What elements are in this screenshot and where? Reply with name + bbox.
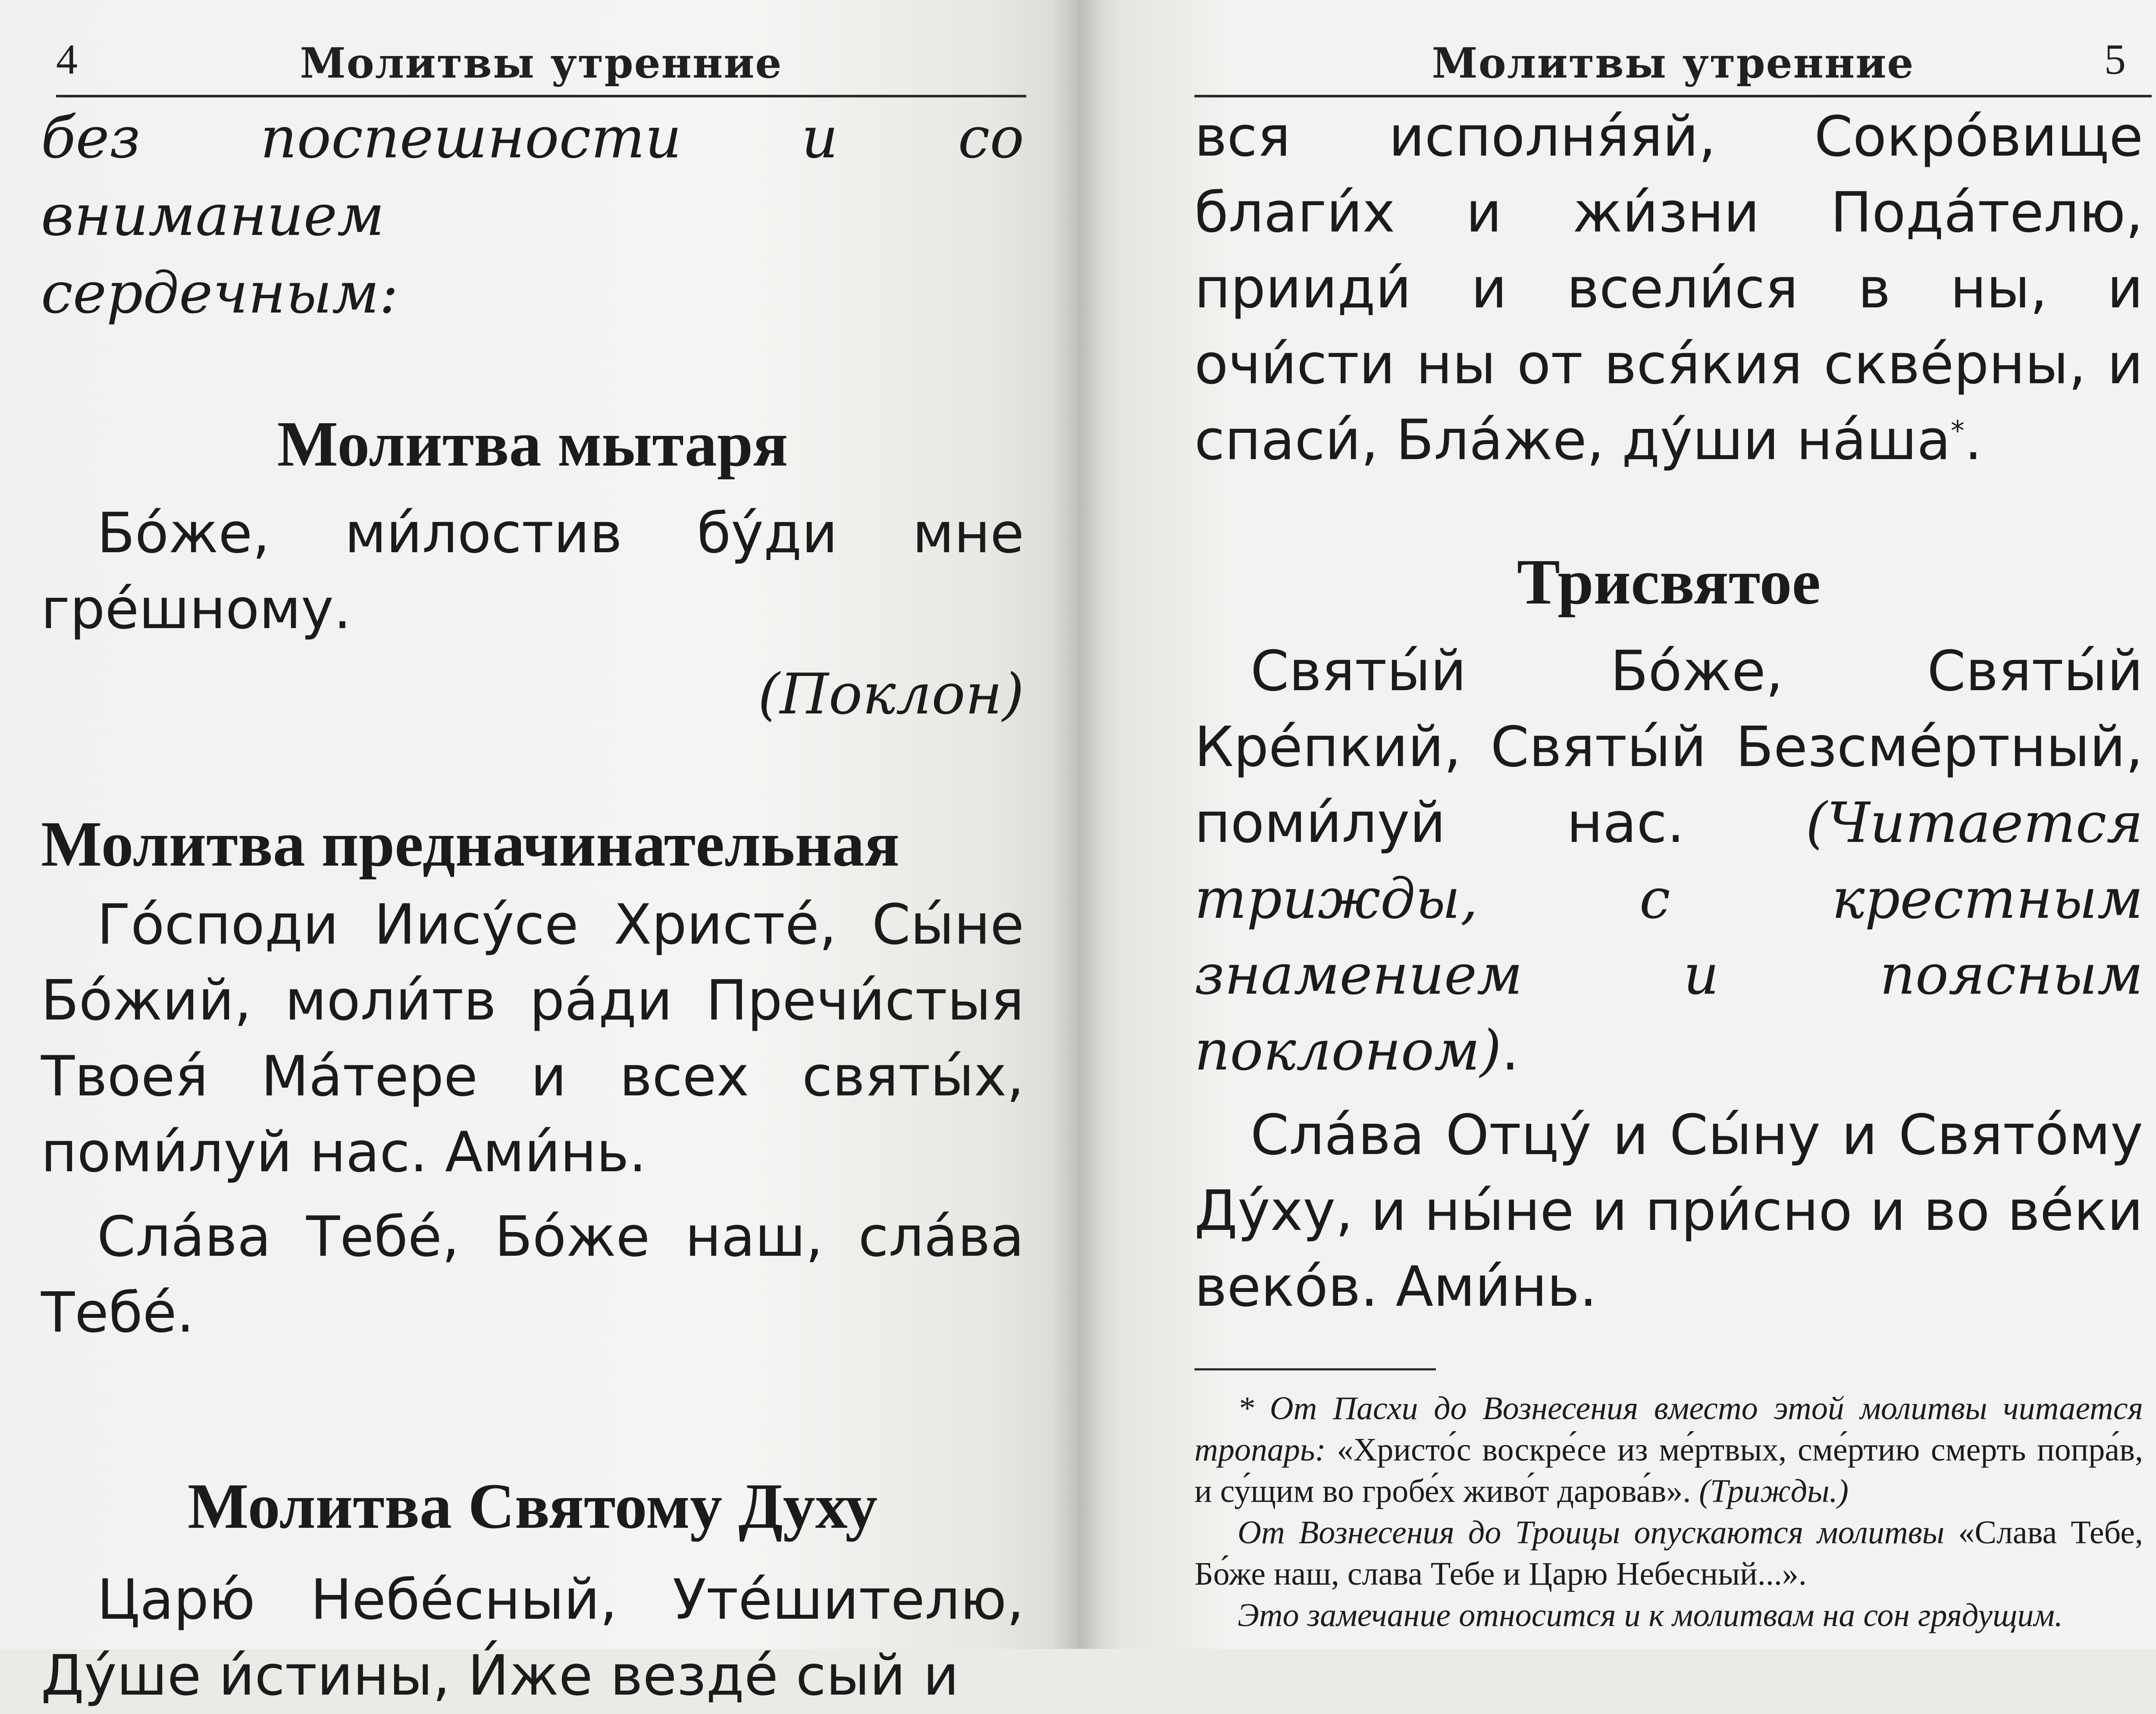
left-page: [0, 0, 1078, 1708]
intro-line-2: сердечным:: [41, 260, 398, 326]
footnote-marker: *: [1950, 415, 1965, 447]
footnote-2-text: «Слава Тебе, Бо́же наш, слава Тебе и Царю Небесный...».: [1194, 1514, 2143, 1592]
footnote-3: [1194, 1595, 2143, 1636]
footnote-1-text: «Христо́с воскре́се из ме́ртвых, сме́ртию смерть попра́в, и су́щим во гробе́х живо́т дарова́в».: [1194, 1432, 2143, 1509]
prayer-text-trisagion: [1194, 634, 2143, 1089]
header-rule-right: [1194, 95, 2152, 97]
intro-line-1: без поспешности и со вниманием: [41, 105, 1024, 249]
trisagion-rubric-end: .: [1501, 1019, 1519, 1083]
footnote-3-italic: Это замечание относится и к молитвам на сон грядущим.: [1238, 1597, 2063, 1633]
prayer-title-publican: Молитва мытаря: [277, 408, 788, 480]
right-page: [1078, 0, 2156, 1649]
footnote-1-italic-end: (Трижды.): [1699, 1473, 1849, 1509]
footnote-2: [1194, 1512, 2143, 1595]
footnote-1: [1194, 1388, 2143, 1512]
prayer-continuation-text: вся исполня́яй, Сокро́вище благи́х и жи́зни Пода́телю, прииди́ и всели́ся в ны, и очи́сти ны от вся́кия скве́рны, и спаси́, Бла́же, ду́ши на́ша: [1194, 105, 2143, 472]
prayer-text-holy-spirit: Царю́ Небе́сный, Уте́шителю, Ду́ше и́стины, И́же везде́ сый и: [41, 1568, 1024, 1708]
footnote-1-italic: * От Пасхи до Вознесения вместо этой молитвы читается тропарь:: [1194, 1390, 2143, 1468]
prayer-title-holy-spirit: Молитва Святому Духу: [188, 1470, 877, 1542]
left-page-header: [56, 17, 1026, 86]
running-title-left: Молитвы утренние: [300, 39, 783, 88]
running-title-right: Молитвы утренние: [1432, 39, 1915, 88]
trisagion-rubric: (Читается трижды, с крестным знамением и поясным поклоном): [1194, 791, 2143, 1083]
rubric-bow: (Поклон): [758, 661, 1024, 727]
prayer-text-glory: Сла́ва Тебе́, Бо́же наш, сла́ва Тебе́.: [41, 1205, 1024, 1345]
left-page-content: [41, 99, 1024, 1714]
right-page-header: [1194, 17, 2152, 86]
prayer-text-publican: Бо́же, ми́лостив бу́ди мне гре́шному.: [41, 501, 1024, 641]
prayer-title-trisagion: Трисвятое: [1517, 546, 1821, 618]
header-rule-left: [56, 95, 1026, 97]
page-number-right: 5: [2104, 35, 2126, 83]
prayer-continuation: вся исполня́яй, Сокро́вище благи́х и жи́зни Пода́телю, прииди́ и всели́ся в ны, и очи́сти ны от вся́кия скве́рны, и спаси́, Бла́же, ду́ши на́ша*.: [1194, 105, 2143, 472]
right-page-content: [1194, 99, 2143, 1636]
page-number-left: 4: [56, 35, 78, 83]
trisagion-text: Святы́й Бо́же, Святы́й Кре́пкий, Святы́й Безсме́ртный, поми́луй нас.: [1194, 639, 2143, 855]
footnote-2-italic: От Вознесения до Троицы опускаются молитвы: [1238, 1514, 1945, 1551]
prayer-title-opening: Молитва предначинательная: [41, 808, 900, 880]
prayer-text-opening: Го́споди Иису́се Христе́, Сы́не Бо́жий, моли́тв ра́ди Пречи́стыя Твоея́ Ма́тере и всех святы́х, поми́луй нас. Ами́нь.: [41, 893, 1024, 1185]
prayer-text-doxology: Сла́ва Отцу́ и Сы́ну и Свято́му Ду́ху, и ны́не и при́сно и во ве́ки веко́в. Ами́нь.: [1194, 1103, 2143, 1319]
footnote-rule: [1194, 1368, 1436, 1370]
